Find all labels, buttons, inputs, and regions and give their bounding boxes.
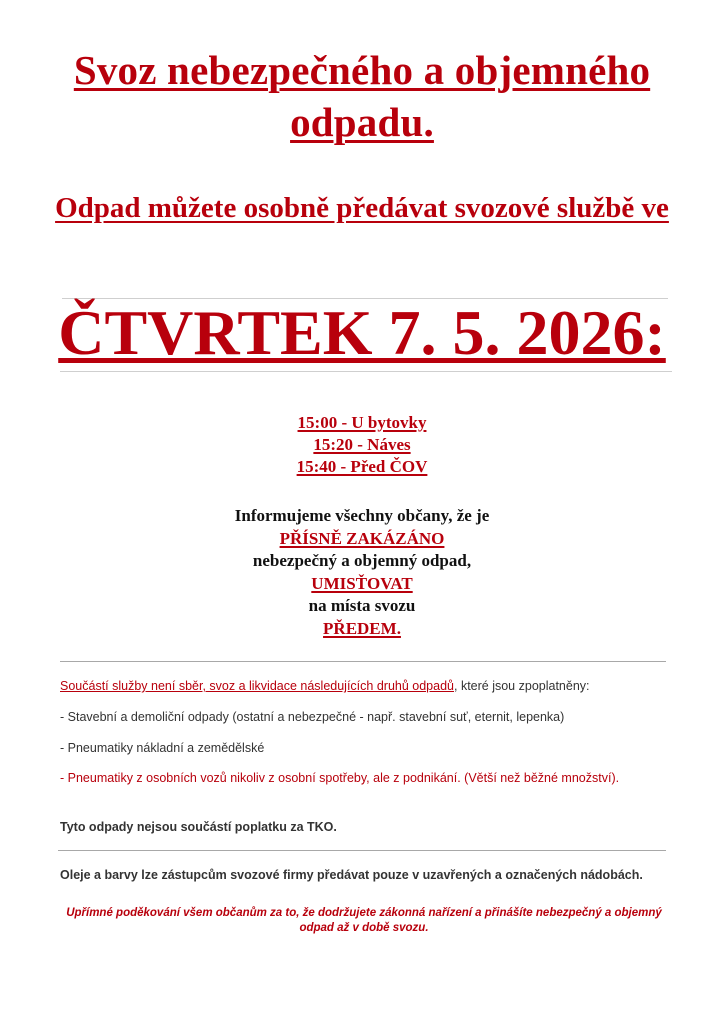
services-intro-link[interactable]: Součástí služby není sběr, svoz a likvidace následujících druhů odpadů	[60, 679, 454, 693]
page-title	[40, 44, 684, 148]
date-heading	[40, 297, 684, 369]
notice-line: na místa svozu	[308, 596, 416, 615]
services-item: - Stavební a demoliční odpady (ostatní a nebezpečné - např. stavební suť, eternit, lepenka)	[60, 710, 565, 724]
page-title-text: Svoz nebezpečného a objemného odpadu.	[73, 47, 651, 145]
subtitle	[40, 190, 684, 226]
oils-note: Oleje a barvy lze zástupcům svozové firmy předávat pouze v uzavřených a označených nádobách.	[60, 868, 643, 882]
schedule-item: 15:00 - U bytovky	[297, 413, 427, 432]
services-note: Tyto odpady nejsou součástí poplatku za TKO.	[60, 820, 337, 834]
notice-line: Informujeme všechny občany, že je	[234, 506, 490, 525]
prohibition-notice	[120, 505, 604, 640]
services-intro-rest: , které jsou zpoplatněny:	[454, 679, 590, 693]
services-intro	[60, 678, 668, 694]
services-item-red: - Pneumatiky z osobních vozů nikoliv z osobní spotřeby, ale z podnikání. (Větší než běžné množství).	[60, 771, 620, 785]
schedule-list	[200, 412, 524, 478]
divider-services	[60, 661, 666, 662]
notice-strict-prohibition: PŘÍSNĚ ZAKÁZÁNO	[279, 528, 445, 548]
notice-line: nebezpečný a objemný odpad,	[252, 551, 472, 570]
schedule-item: 15:20 - Náves	[313, 435, 411, 454]
notice-placing: UMISŤOVAT	[311, 573, 413, 593]
services-item: - Pneumatiky nákladní a zemědělské	[60, 741, 265, 755]
subtitle-text: Odpad můžete osobně předávat svozové službě ve	[55, 192, 669, 224]
schedule-item: 15:40 - Před ČOV	[296, 457, 428, 476]
divider-date-bottom	[60, 371, 672, 372]
date-heading-text: ČTVRTEK 7. 5. 2026:	[58, 297, 666, 368]
divider-oils	[58, 850, 666, 851]
notice-in-advance: PŘEDEM.	[323, 618, 401, 638]
thanks-note: Upřímné poděkování všem občanům za to, že dodržujete zákonná nařízení a přinášíte nebezpečný a objemný odpad až v době svozu.	[66, 907, 662, 934]
